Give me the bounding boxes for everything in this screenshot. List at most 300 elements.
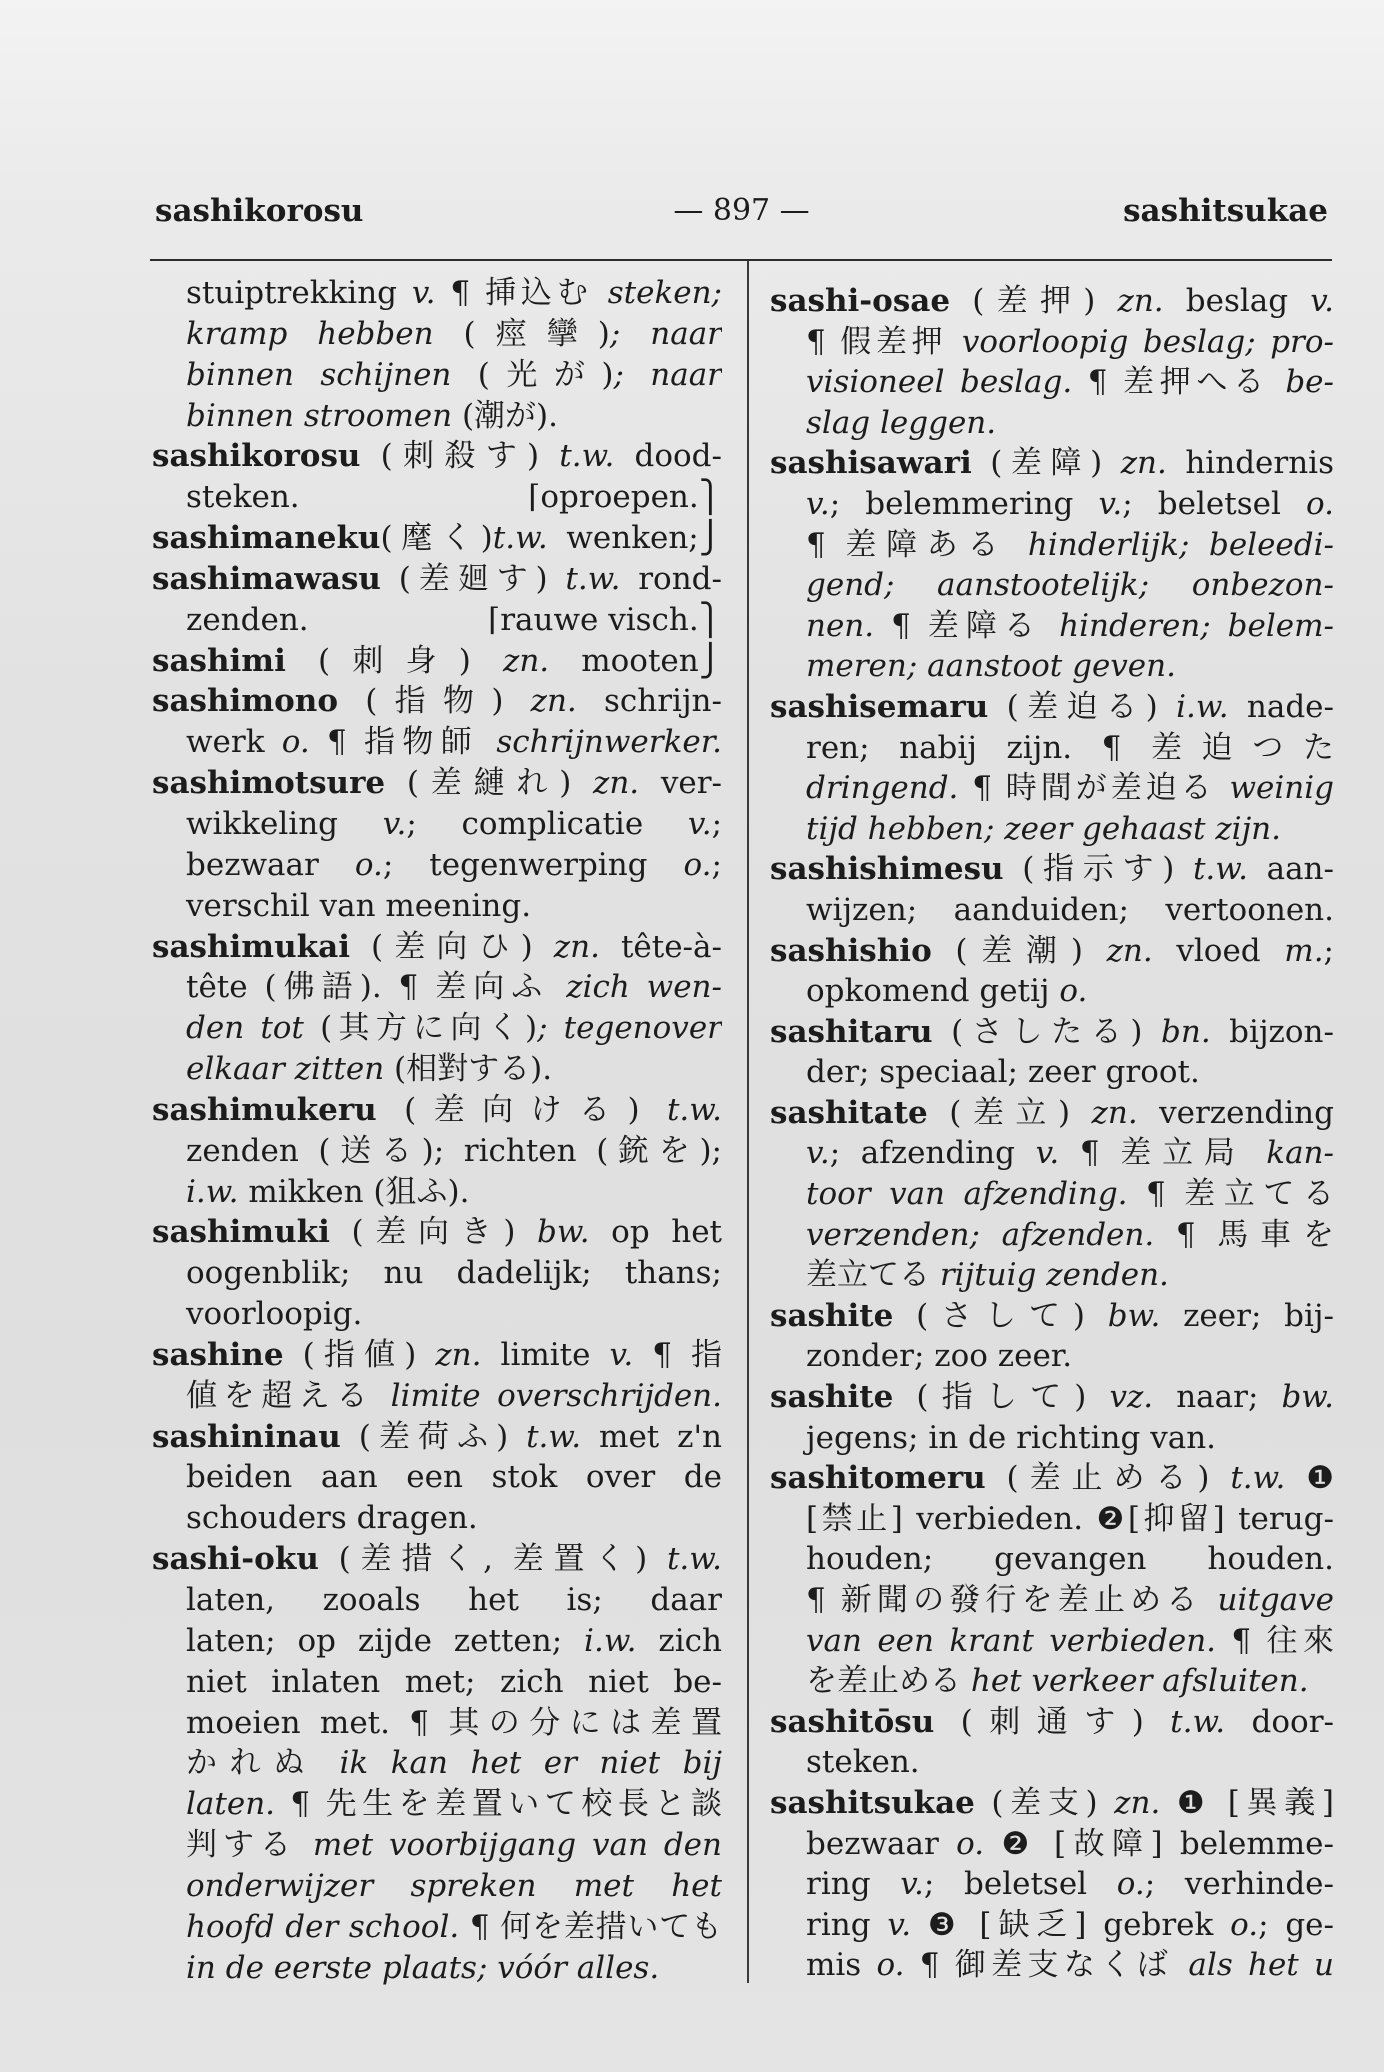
italic-text: v. xyxy=(382,805,407,842)
italic-text: i.w. xyxy=(1176,688,1229,725)
roman-text: zich xyxy=(636,1622,722,1659)
japanese-text: (指値) xyxy=(283,1336,436,1373)
roman-text: mis xyxy=(806,1947,877,1984)
roman-text: nade- xyxy=(1228,688,1334,725)
entry-continuation-line xyxy=(152,1049,722,1090)
roman-text: beiden aan een stok over de xyxy=(186,1459,722,1496)
entry-continuation-line xyxy=(770,1864,1334,1905)
japanese-text: (刺身) xyxy=(285,642,503,679)
japanese-text: (差障) xyxy=(971,445,1121,482)
japanese-text: 新聞の發行を差止める xyxy=(840,1582,1203,1618)
italic-text: meren; aanstoot geven. xyxy=(806,648,1176,685)
roman-text: zenden. xyxy=(186,601,309,638)
entry-continuation-line xyxy=(770,809,1334,850)
entry-continuation-line xyxy=(152,1008,722,1049)
roman-text: op het xyxy=(589,1214,722,1251)
japanese-text: 差向ふ xyxy=(435,969,550,1006)
entry-continuation-line xyxy=(770,1580,1334,1621)
entry-continuation-line xyxy=(770,890,1334,931)
japanese-text: (其方に向く) xyxy=(320,1010,538,1047)
headword: sashimaneku xyxy=(152,520,381,557)
header-rule xyxy=(150,259,1332,261)
roman-text: ¶ xyxy=(1127,1176,1185,1213)
roman-text: ; belemmering xyxy=(829,485,1099,522)
italic-text: i.w. xyxy=(584,1622,637,1659)
headword: sashimawasu xyxy=(152,560,381,597)
headword: sashitsukae xyxy=(770,1784,975,1821)
entry-head-line xyxy=(770,1458,1334,1499)
roman-text: ring xyxy=(806,1906,888,1943)
japanese-text: (痙攣) xyxy=(463,315,610,352)
roman-text: ❶ xyxy=(1285,1460,1334,1497)
entry-continuation-line xyxy=(152,1948,722,1989)
italic-text: bw. xyxy=(1107,1297,1161,1334)
entry-continuation-line xyxy=(770,1661,1334,1702)
entry-continuation-line xyxy=(770,403,1334,444)
entry-continuation-line xyxy=(152,1703,722,1744)
entry-head-line xyxy=(152,1539,722,1580)
italic-text: van een krant verbieden. xyxy=(806,1622,1217,1659)
japanese-text: 指 xyxy=(690,1336,722,1373)
entry-continuation-line xyxy=(152,886,722,927)
roman-text: schrijn- xyxy=(576,683,722,720)
roman-text: verschil van meening. xyxy=(186,887,532,924)
roman-text: gebrek xyxy=(1086,1906,1231,1943)
roman-text: ¶ xyxy=(806,1582,841,1618)
japanese-text: 差立てる xyxy=(806,1257,930,1294)
japanese-text: (さして) xyxy=(893,1297,1108,1334)
roman-text: ¶ xyxy=(806,526,846,563)
italic-text: elkaar zitten xyxy=(186,1051,395,1088)
left-guide-word: sashikorosu xyxy=(155,193,364,229)
roman-text: ¶ xyxy=(1154,1216,1218,1253)
japanese-text: (送る) xyxy=(318,1132,434,1169)
entry-head-line xyxy=(770,931,1334,972)
entry-continuation-line xyxy=(770,1621,1334,1662)
entry-head-line xyxy=(770,1012,1334,1053)
italic-text: kan- xyxy=(1245,1135,1334,1172)
entry-continuation-line xyxy=(770,971,1334,1012)
italic-text: toor van afzending. xyxy=(806,1176,1128,1213)
entry-head-line xyxy=(770,687,1334,728)
italic-text: rijtuig zenden. xyxy=(930,1257,1169,1294)
japanese-text: (差措く, 差置く) xyxy=(318,1541,667,1578)
japanese-text: (差向ひ) xyxy=(350,928,554,965)
roman-text: tête xyxy=(186,969,265,1006)
entry-continuation-line xyxy=(770,768,1334,809)
italic-text: weinig xyxy=(1215,770,1334,807)
roman-text: ❶ xyxy=(1160,1784,1228,1821)
entry-head-line xyxy=(152,641,722,682)
entry-continuation-line xyxy=(152,845,722,886)
roman-text: stuiptrekking xyxy=(186,275,412,311)
entry-continuation-line xyxy=(770,565,1334,606)
italic-text: zn. xyxy=(530,683,577,720)
entry-head-line xyxy=(152,1335,722,1376)
italic-text: zn. xyxy=(1114,1784,1161,1821)
roman-text: ¶ xyxy=(275,1786,326,1823)
japanese-text: 假差押 xyxy=(840,323,948,360)
entry-head-line xyxy=(152,927,722,968)
japanese-text: (差止める) xyxy=(985,1460,1231,1497)
japanese-text: (刺殺す) xyxy=(360,438,560,475)
italic-text: v. xyxy=(1035,1135,1060,1172)
roman-text: verbieden. ❷ xyxy=(902,1500,1128,1537)
headword: sashimukeru xyxy=(152,1091,377,1128)
italic-text: zn. xyxy=(1106,932,1153,969)
roman-text: dood- xyxy=(614,438,722,475)
entry-continuation-line xyxy=(152,600,722,641)
entry-head-line xyxy=(770,1377,1334,1418)
italic-text: zn. xyxy=(503,642,550,679)
entry-head-line xyxy=(152,518,722,559)
entry-head-line xyxy=(770,443,1334,484)
italic-text: v. xyxy=(1098,485,1123,522)
entry-continuation-line xyxy=(152,314,722,355)
roman-text: zenden xyxy=(186,1132,319,1169)
roman-text: werk xyxy=(186,724,282,761)
italic-text: t.w. xyxy=(526,1418,582,1455)
roman-text: . xyxy=(548,397,558,434)
japanese-text: [禁止] xyxy=(806,1500,903,1537)
japanese-text: (差支) xyxy=(974,1784,1115,1821)
entry-continuation-line xyxy=(152,1907,722,1948)
roman-text: opkomend getij xyxy=(806,973,1060,1010)
japanese-text: [抑留] xyxy=(1127,1500,1225,1537)
japanese-text: [異義] xyxy=(1227,1784,1334,1821)
italic-text: verzenden; afzenden. xyxy=(806,1216,1155,1253)
headword: sashimotsure xyxy=(152,765,386,802)
entry-continuation-line xyxy=(770,525,1334,566)
japanese-text: (差押) xyxy=(950,283,1118,319)
italic-text: ; naar xyxy=(609,315,722,352)
roman-text: ; afzending xyxy=(829,1135,1036,1172)
italic-text: v. xyxy=(806,1135,830,1172)
entry-continuation-line xyxy=(152,1580,722,1621)
japanese-text: [缺乏] xyxy=(979,1906,1087,1943)
roman-text: verzending xyxy=(1137,1094,1334,1131)
entry-continuation-line xyxy=(770,1499,1334,1540)
entry-continuation-line xyxy=(152,355,722,396)
italic-text: uitgave xyxy=(1202,1582,1334,1618)
roman-text: aan- xyxy=(1247,851,1334,888)
roman-text: ¶ xyxy=(904,1947,955,1984)
roman-text: terug- xyxy=(1224,1500,1334,1537)
headword: sashininau xyxy=(152,1418,341,1455)
entry-continuation-line xyxy=(770,362,1334,403)
italic-text: vz. xyxy=(1109,1379,1154,1416)
roman-text: steken. xyxy=(806,1744,920,1781)
roman-text: door- xyxy=(1225,1703,1334,1740)
italic-text: hinderlijk; beleedi- xyxy=(1008,526,1334,563)
japanese-text: 判する xyxy=(186,1827,298,1864)
entry-head-line xyxy=(152,436,722,477)
japanese-text: [故障] xyxy=(1054,1825,1163,1862)
italic-text: ; tegenover xyxy=(537,1010,722,1047)
japanese-text: (差迫る) xyxy=(988,688,1177,725)
entry-continuation-line xyxy=(152,1784,722,1825)
entry-head-line xyxy=(152,681,722,722)
roman-text: . xyxy=(542,1051,553,1088)
japanese-text: (相對する) xyxy=(394,1051,543,1088)
roman-text: hindernis xyxy=(1166,445,1334,482)
entry-continuation-line xyxy=(152,1172,722,1213)
entry-continuation-line xyxy=(770,606,1334,647)
italic-text: m. xyxy=(1284,932,1324,969)
roman-text: ⌈rauwe visch.⎫ xyxy=(488,601,722,638)
entry-continuation-line xyxy=(152,1743,722,1784)
italic-text: ; naar xyxy=(613,356,722,393)
entry-continuation-line xyxy=(770,1945,1334,1986)
roman-text: steken. xyxy=(186,479,300,516)
roman-text: jegens; in de richting van. xyxy=(806,1419,1217,1456)
roman-text: houden; gevangen houden. xyxy=(806,1541,1334,1578)
headword: sashimuki xyxy=(152,1214,330,1251)
japanese-text: (麾く) xyxy=(380,520,493,557)
entry-continuation-line xyxy=(770,1255,1334,1296)
italic-text: v. xyxy=(609,1336,634,1373)
roman-text: ; xyxy=(711,846,722,883)
japanese-text: 挿込む xyxy=(484,275,593,311)
japanese-text: (差向き) xyxy=(329,1214,538,1251)
italic-text: t.w. xyxy=(492,520,548,557)
japanese-text: 差立局 xyxy=(1120,1135,1246,1172)
entry-continuation-line xyxy=(152,1294,722,1335)
italic-text: zn. xyxy=(1091,1094,1138,1131)
japanese-text: (狙ふ) xyxy=(373,1173,460,1210)
entry-continuation-line xyxy=(152,1457,722,1498)
entry-continuation-line xyxy=(770,1824,1334,1865)
italic-text: met voorbijgang van den xyxy=(297,1827,722,1864)
entry-continuation-line xyxy=(770,646,1334,687)
left-column xyxy=(152,273,722,1988)
italic-text: v. xyxy=(411,275,436,311)
roman-text: mooten⎭ xyxy=(549,642,722,679)
japanese-text: 差押へる xyxy=(1123,364,1270,401)
roman-text: moeien met. ¶ xyxy=(186,1704,449,1741)
italic-text: binnen stroomen xyxy=(186,397,462,434)
italic-text: v. xyxy=(900,1866,924,1903)
roman-text: wikkeling xyxy=(186,805,383,842)
japanese-text: (差荷ふ) xyxy=(340,1418,527,1455)
roman-text: ¶ xyxy=(958,770,1006,807)
entry-continuation-line xyxy=(152,1376,722,1417)
entry-continuation-line xyxy=(770,1052,1334,1093)
entry-continuation-line xyxy=(152,1662,722,1703)
page-number: — 897 — xyxy=(673,193,810,228)
roman-text: ; richten xyxy=(433,1132,597,1169)
entry-head-line xyxy=(770,1296,1334,1337)
roman-text: belemme- xyxy=(1162,1825,1334,1862)
japanese-text: (指示す) xyxy=(1003,851,1193,888)
roman-text: ⌈oproepen.⎫ xyxy=(528,479,722,516)
italic-text: bw. xyxy=(537,1214,590,1251)
headword: sashisawari xyxy=(770,445,972,482)
entry-continuation-line xyxy=(152,477,722,518)
roman-text: bijzon- xyxy=(1210,1013,1334,1050)
headword: sashimono xyxy=(152,683,338,720)
roman-text: ; xyxy=(711,1132,722,1169)
roman-text: ; xyxy=(711,805,722,842)
headword: sashishimesu xyxy=(770,851,1004,888)
entry-continuation-line xyxy=(152,273,722,314)
japanese-text: (差向ける) xyxy=(376,1091,667,1128)
roman-text: oogenblik; nu dadelijk; thans; xyxy=(186,1255,722,1292)
italic-text: schrijnwerker. xyxy=(479,724,722,761)
italic-text: limite overschrijden. xyxy=(374,1377,722,1414)
italic-text: v. xyxy=(687,805,712,842)
entry-continuation-line xyxy=(152,1498,722,1539)
roman-text: ❸ xyxy=(911,1906,980,1943)
italic-text: o. xyxy=(956,1825,985,1862)
roman-text: ; verhinde- xyxy=(1144,1866,1334,1903)
entry-continuation-line xyxy=(770,1336,1334,1377)
entry-continuation-line xyxy=(770,1133,1334,1174)
entry-continuation-line xyxy=(770,1742,1334,1783)
italic-text: ik kan het er niet bij xyxy=(316,1745,722,1782)
headword: sashitomeru xyxy=(770,1460,986,1497)
italic-text: t.w. xyxy=(565,560,621,597)
entry-continuation-line xyxy=(770,322,1334,363)
roman-text: ¶ xyxy=(435,275,485,311)
italic-text: t.w. xyxy=(1192,851,1248,888)
entry-head-line xyxy=(770,281,1334,322)
roman-text: ❷ xyxy=(984,1825,1055,1862)
roman-text: zonder; zoo zeer. xyxy=(806,1338,1073,1375)
roman-text: ; ge- xyxy=(1258,1906,1334,1943)
roman-text: ver- xyxy=(639,765,722,802)
entry-continuation-line xyxy=(770,1174,1334,1215)
italic-text: tijd hebben; zeer gehaast zijn. xyxy=(806,810,1282,847)
japanese-text: 差迫つた xyxy=(1150,729,1334,766)
roman-text: ¶ xyxy=(309,724,364,761)
headword: sashitaru xyxy=(770,1013,933,1050)
italic-text: gend; aanstootelijk; onbezon- xyxy=(806,567,1334,604)
italic-text: t.w. xyxy=(1170,1703,1226,1740)
italic-text: o. xyxy=(1230,1906,1259,1943)
entry-continuation-line xyxy=(152,967,722,1008)
headword: sashisemaru xyxy=(770,688,989,725)
italic-text: o. xyxy=(1306,485,1334,522)
italic-text: laten. xyxy=(186,1786,276,1823)
roman-text: niet inlaten met; zich niet be- xyxy=(186,1663,722,1700)
italic-text: o. xyxy=(1116,1866,1145,1903)
headword: sashi-osae xyxy=(770,283,951,319)
headword: sashimukai xyxy=(152,928,350,965)
japanese-text: (差縺れ) xyxy=(385,765,593,802)
japanese-text: (刺通す) xyxy=(934,1703,1171,1740)
roman-text: vloed xyxy=(1152,932,1285,969)
headword: sashimi xyxy=(152,642,286,679)
roman-text: naar; xyxy=(1153,1379,1282,1416)
italic-text: o. xyxy=(281,724,310,761)
italic-text: dringend. xyxy=(806,770,959,807)
italic-text: o. xyxy=(876,1947,905,1984)
italic-text: den tot xyxy=(186,1010,321,1047)
japanese-text: (差立) xyxy=(927,1094,1092,1131)
italic-text: in de eerste plaats; vóór alles. xyxy=(186,1949,660,1986)
roman-text: zeer; bij- xyxy=(1160,1297,1334,1334)
italic-text: het verkeer afsluiten. xyxy=(961,1663,1309,1700)
italic-text: zn. xyxy=(553,928,600,965)
headword: sashite xyxy=(770,1379,894,1416)
japanese-text: (銃を) xyxy=(596,1132,712,1169)
roman-text: laten, zooals het is; daar xyxy=(186,1582,722,1618)
roman-text: ¶ xyxy=(806,323,841,360)
roman-text: der; speciaal; zeer groot. xyxy=(806,1054,1200,1091)
roman-text: ¶ xyxy=(1216,1622,1267,1659)
entry-head-line xyxy=(770,1702,1334,1743)
roman-text: laten; op zijde zetten; xyxy=(186,1622,585,1659)
italic-text: v. xyxy=(887,1906,912,1943)
italic-text: zn. xyxy=(1117,283,1164,319)
italic-text: kramp hebben xyxy=(186,315,464,352)
japanese-text: かれぬ xyxy=(186,1745,317,1782)
entry-continuation-line xyxy=(770,484,1334,525)
entry-head-line xyxy=(152,1090,722,1131)
entry-continuation-line xyxy=(152,1825,722,1866)
entry-continuation-line xyxy=(770,1539,1334,1580)
headword: sashishio xyxy=(770,932,932,969)
japanese-text: 何を差措いても xyxy=(500,1908,722,1945)
entry-head-line xyxy=(152,559,722,600)
italic-text: v. xyxy=(1310,283,1334,319)
roman-text: met z'n xyxy=(581,1418,722,1455)
roman-text: ; xyxy=(1323,932,1334,969)
japanese-text: 差障ある xyxy=(845,526,1009,563)
japanese-text: 値を超える xyxy=(186,1377,375,1414)
japanese-text: (佛語) xyxy=(264,969,372,1006)
japanese-text: (指して) xyxy=(893,1379,1110,1416)
italic-text: slag leggen. xyxy=(806,404,997,441)
italic-text: hoofd der school. xyxy=(186,1908,460,1945)
italic-text: zn. xyxy=(1120,445,1167,482)
japanese-text: (さしたる) xyxy=(932,1013,1162,1050)
italic-text: voorloopig beslag; pro- xyxy=(947,323,1334,360)
italic-text: t.w. xyxy=(666,1541,722,1578)
headword: sashi-oku xyxy=(152,1541,319,1578)
headword: sashine xyxy=(152,1336,284,1373)
italic-text: v. xyxy=(806,485,830,522)
roman-text: wijzen; aanduiden; vertoonen. xyxy=(806,891,1334,928)
entry-continuation-line xyxy=(152,1866,722,1907)
entry-head-line xyxy=(152,763,722,804)
italic-text: o. xyxy=(354,846,383,883)
page-header xyxy=(155,190,1328,232)
entry-continuation-line xyxy=(152,1621,722,1662)
japanese-text: 先生を差置いて校長と談 xyxy=(325,1786,722,1823)
entry-head-line xyxy=(770,1093,1334,1134)
roman-text: ; beletsel xyxy=(923,1866,1117,1903)
roman-text: bezwaar xyxy=(186,846,355,883)
roman-text: . xyxy=(459,1173,470,1210)
italic-text: zn. xyxy=(435,1336,482,1373)
italic-text: als het u xyxy=(1173,1947,1334,1984)
headword: sashite xyxy=(770,1297,894,1334)
japanese-text: (潮が) xyxy=(461,397,549,434)
entry-continuation-line xyxy=(770,728,1334,769)
japanese-text: を差止める xyxy=(806,1663,961,1700)
italic-text: bw. xyxy=(1281,1379,1334,1416)
roman-text: ; beletsel xyxy=(1122,485,1307,522)
headword: sashitate xyxy=(770,1094,928,1131)
entry-head-line xyxy=(152,1417,722,1458)
roman-text: ¶ xyxy=(874,607,928,644)
japanese-text: (差潮) xyxy=(931,932,1107,969)
roman-text: bezwaar xyxy=(806,1825,957,1862)
italic-text: zich wen- xyxy=(549,969,722,1006)
italic-text: be- xyxy=(1269,364,1334,401)
